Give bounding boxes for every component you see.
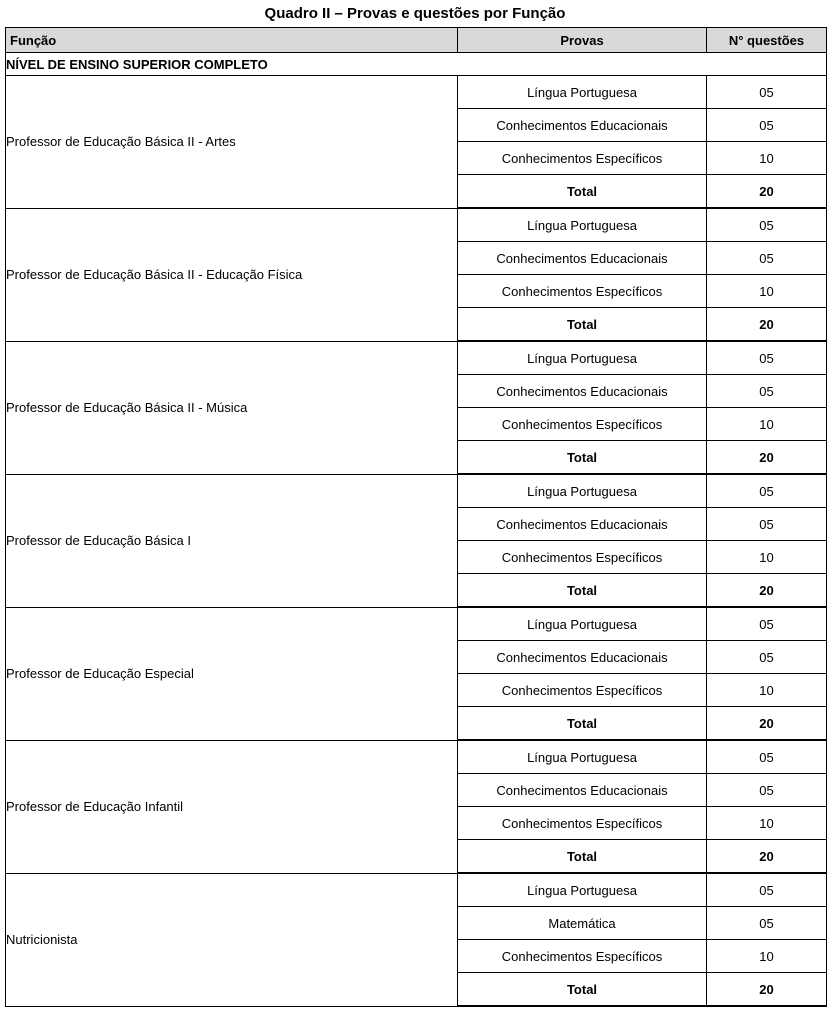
nivel-label: NÍVEL DE ENSINO SUPERIOR COMPLETO	[6, 53, 827, 76]
total-value: 20	[707, 973, 827, 1007]
provas-table	[5, 27, 827, 1007]
funcao-name: Professor de Educação Básica I	[6, 474, 458, 607]
prova-name: Conhecimentos Educacionais	[458, 375, 707, 408]
prova-name: Matemática	[458, 907, 707, 940]
prova-name: Conhecimentos Específicos	[458, 408, 707, 441]
funcao-name: Professor de Educação Básica II - Música	[6, 341, 458, 474]
questoes-count: 10	[707, 275, 827, 308]
questoes-count: 05	[707, 740, 827, 774]
questoes-count: 05	[707, 641, 827, 674]
questoes-count: 05	[707, 109, 827, 142]
funcao-name: Professor de Educação Básica II - Educação Física	[6, 208, 458, 341]
total-label: Total	[458, 840, 707, 874]
questoes-count: 05	[707, 242, 827, 275]
prova-name: Conhecimentos Específicos	[458, 541, 707, 574]
header-funcao: Função	[6, 28, 458, 53]
prova-name: Conhecimentos Educacionais	[458, 508, 707, 541]
prova-name: Conhecimentos Educacionais	[458, 242, 707, 275]
prova-name: Língua Portuguesa	[458, 341, 707, 375]
table-title: Quadro II – Provas e questões por Função	[264, 5, 566, 22]
prova-name: Língua Portuguesa	[458, 740, 707, 774]
table-row	[6, 208, 827, 242]
total-label: Total	[458, 175, 707, 209]
table-row	[6, 607, 827, 641]
prova-name: Língua Portuguesa	[458, 208, 707, 242]
prova-name: Conhecimentos Educacionais	[458, 774, 707, 807]
funcao-name: Professor de Educação Especial	[6, 607, 458, 740]
header-row	[6, 28, 827, 53]
nivel-row	[6, 53, 827, 76]
questoes-count: 05	[707, 508, 827, 541]
prova-name: Conhecimentos Educacionais	[458, 641, 707, 674]
total-value: 20	[707, 574, 827, 608]
table-row	[6, 740, 827, 774]
total-value: 20	[707, 308, 827, 342]
funcao-name: Professor de Educação Infantil	[6, 740, 458, 873]
funcao-name: Professor de Educação Básica II - Artes	[6, 76, 458, 209]
questoes-count: 05	[707, 341, 827, 375]
questoes-count: 10	[707, 541, 827, 574]
prova-name: Língua Portuguesa	[458, 474, 707, 508]
table-row	[6, 474, 827, 508]
total-label: Total	[458, 707, 707, 741]
total-value: 20	[707, 707, 827, 741]
prova-name: Conhecimentos Específicos	[458, 674, 707, 707]
questoes-count: 05	[707, 474, 827, 508]
table-row	[6, 341, 827, 375]
total-label: Total	[458, 441, 707, 475]
questoes-count: 05	[707, 208, 827, 242]
questoes-count: 05	[707, 907, 827, 940]
prova-name: Conhecimentos Específicos	[458, 807, 707, 840]
prova-name: Conhecimentos Específicos	[458, 142, 707, 175]
prova-name: Língua Portuguesa	[458, 873, 707, 907]
questoes-count: 10	[707, 674, 827, 707]
table-row	[6, 76, 827, 109]
questoes-count: 10	[707, 142, 827, 175]
prova-name: Língua Portuguesa	[458, 607, 707, 641]
prova-name: Língua Portuguesa	[458, 76, 707, 109]
questoes-count: 10	[707, 408, 827, 441]
total-label: Total	[458, 574, 707, 608]
header-provas: Provas	[458, 28, 707, 53]
prova-name: Conhecimentos Específicos	[458, 275, 707, 308]
table-row	[6, 873, 827, 907]
total-label: Total	[458, 308, 707, 342]
total-value: 20	[707, 441, 827, 475]
total-value: 20	[707, 175, 827, 209]
total-label: Total	[458, 973, 707, 1007]
questoes-count: 10	[707, 807, 827, 840]
total-value: 20	[707, 840, 827, 874]
questoes-count: 05	[707, 774, 827, 807]
questoes-count: 05	[707, 607, 827, 641]
questoes-count: 05	[707, 76, 827, 109]
questoes-count: 10	[707, 940, 827, 973]
prova-name: Conhecimentos Específicos	[458, 940, 707, 973]
funcao-name: Nutricionista	[6, 873, 458, 1006]
questoes-count: 05	[707, 873, 827, 907]
questoes-count: 05	[707, 375, 827, 408]
header-num-questoes: N° questões	[707, 28, 827, 53]
prova-name: Conhecimentos Educacionais	[458, 109, 707, 142]
